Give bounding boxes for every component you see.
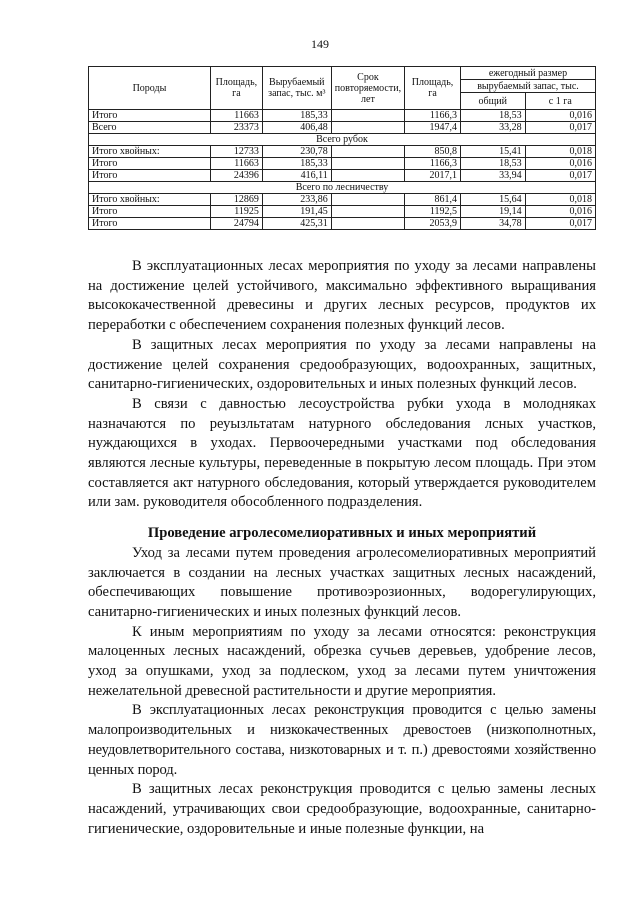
row-label: Итого <box>89 110 211 122</box>
cell-total: 15,64 <box>460 194 525 206</box>
cell-total: 33,94 <box>460 170 525 182</box>
header-area-2: Площадь, га <box>405 67 461 110</box>
paragraph: Уход за лесами путем проведения агролесомелиоративных мероприятий заключается в создании на лесных участках защитных лесных насаждений, обеспечивающих повышение противоэрозионных, водорегулирующих, санитарно-гигиенических и иных полезных функций лесов. <box>88 544 596 620</box>
header-total: общий <box>460 93 525 110</box>
paragraph: К иным мероприятиям по уходу за лесами относятся: реконструкция малоценных лесных насаждений, обрезка сучьев деревьев, удобрение лесов, уход за опушками, уход за подлеском, уход за лесами путем уничтожения нежелательной древесной растительности и другие мероприятия. <box>88 623 596 699</box>
paragraph: В защитных лесах реконструкция проводится с целью замены лесных насаждений, утрачивающих свои средообразующие, водоохранные, санитарно-гигиенические, оздоровительные и иные полезные функции, на <box>88 781 596 837</box>
table-row <box>89 122 596 134</box>
row-label: Итого хвойных: <box>89 146 211 158</box>
cell-total: 33,28 <box>460 122 525 134</box>
cell-per-ha: 0,016 <box>525 206 595 218</box>
cell-period <box>331 158 404 170</box>
cell-harvest: 230,78 <box>262 146 331 158</box>
cell-area: 11663 <box>210 110 262 122</box>
cell-per-ha: 0,017 <box>525 218 595 230</box>
table-row <box>89 206 596 218</box>
cell-harvest: 185,33 <box>262 110 331 122</box>
table-row <box>89 146 596 158</box>
cell-area-2: 1192,5 <box>405 206 461 218</box>
table-row <box>89 194 596 206</box>
cell-per-ha: 0,016 <box>525 110 595 122</box>
cell-area-2: 1166,3 <box>405 110 461 122</box>
cell-area: 24794 <box>210 218 262 230</box>
cell-period <box>331 170 404 182</box>
paragraph: В эксплуатационных лесах реконструкция проводится с целью замены малопроизводительных и низкокачественных древостоев (низкополнотных, неудовлетворительного состава, низкотоварных и т. п.) древостоями хозяйственно ценных пород. <box>88 702 596 778</box>
cell-area: 12869 <box>210 194 262 206</box>
cell-area: 23373 <box>210 122 262 134</box>
cell-area-2: 2053,9 <box>405 218 461 230</box>
paragraph: В защитных лесах мероприятия по уходу за лесами направлены на достижение целей сохранения средообразующих, водоохранных, защитных, санитарно-гигиенических, оздоровительных и иных полезных функций лесов. <box>88 336 596 393</box>
row-label: Итого <box>89 218 211 230</box>
header-area: Площадь, га <box>210 67 262 110</box>
table-row <box>89 218 596 230</box>
header-period: Срок повторяемости, лет <box>331 67 404 110</box>
cell-area-2: 1947,4 <box>405 122 461 134</box>
table-row <box>89 158 596 170</box>
cell-period <box>331 194 404 206</box>
forest-harvest-table <box>88 66 596 230</box>
cell-period <box>331 218 404 230</box>
header-annual-harvest: вырубаемый запас, тыс. <box>460 80 595 93</box>
cell-per-ha: 0,016 <box>525 158 595 170</box>
cell-total: 15,41 <box>460 146 525 158</box>
cell-period <box>331 122 404 134</box>
row-label: Всего <box>89 122 211 134</box>
cell-total: 18,53 <box>460 110 525 122</box>
cell-period <box>331 110 404 122</box>
cell-harvest: 185,33 <box>262 158 331 170</box>
paragraph: В эксплуатационных лесах мероприятия по уходу за лесами направлены на достижение целей устойчивого, максимально эффективного выращивания высококачественной древесины и других лесных ресурсов, продуктов их переработки с обеспечением сохранения полезных функций лесов. <box>88 258 596 334</box>
page-number: 149 <box>311 37 329 51</box>
section-label: Всего рубок <box>89 134 596 146</box>
cell-area-2: 850,8 <box>405 146 461 158</box>
cell-period <box>331 146 404 158</box>
cell-area-2: 861,4 <box>405 194 461 206</box>
header-harvest: Вырубаемый запас, тыс. м³ <box>262 67 331 110</box>
row-label: Итого <box>89 158 211 170</box>
cell-per-ha: 0,017 <box>525 170 595 182</box>
cell-per-ha: 0,018 <box>525 146 595 158</box>
cell-total: 19,14 <box>460 206 525 218</box>
cell-area-2: 2017,1 <box>405 170 461 182</box>
cell-harvest: 416,11 <box>262 170 331 182</box>
table-section-row <box>89 182 596 194</box>
cell-per-ha: 0,017 <box>525 122 595 134</box>
table-row <box>89 170 596 182</box>
row-label: Итого хвойных: <box>89 194 211 206</box>
header-per-ha: с 1 га <box>525 93 595 110</box>
cell-total: 34,78 <box>460 218 525 230</box>
paragraph: В связи с давностью лесоустройства рубки ухода в молодняках назначаются по реуызльтатам натурного обследования лсных участков, нуждающихся в уходах. Первоочередными участками под обследования являются лесные культуры, переведенные в покрытую лесом площадь. При этом составляется акт натурного обследования, который утверждается руководителем или зам. руководителя обособленного подразделения. <box>88 395 596 511</box>
header-annual-size: ежегодный размер <box>460 67 595 80</box>
cell-area: 24396 <box>210 170 262 182</box>
document-body <box>88 257 596 839</box>
table-section-row <box>89 134 596 146</box>
section-heading: Проведение агролесомелиоративных и иных мероприятий <box>147 525 537 542</box>
table-row <box>89 110 596 122</box>
cell-harvest: 406,48 <box>262 122 331 134</box>
cell-area: 12733 <box>210 146 262 158</box>
cell-area: 11925 <box>210 206 262 218</box>
row-label: Итого <box>89 206 211 218</box>
row-label: Итого <box>89 170 211 182</box>
cell-harvest: 191,45 <box>262 206 331 218</box>
cell-total: 18,53 <box>460 158 525 170</box>
cell-period <box>331 206 404 218</box>
cell-harvest: 425,31 <box>262 218 331 230</box>
cell-area: 11663 <box>210 158 262 170</box>
cell-area-2: 1166,3 <box>405 158 461 170</box>
cell-per-ha: 0,018 <box>525 194 595 206</box>
section-label: Всего по лесничеству <box>89 182 596 194</box>
header-species: Породы <box>89 67 211 110</box>
cell-harvest: 233,86 <box>262 194 331 206</box>
